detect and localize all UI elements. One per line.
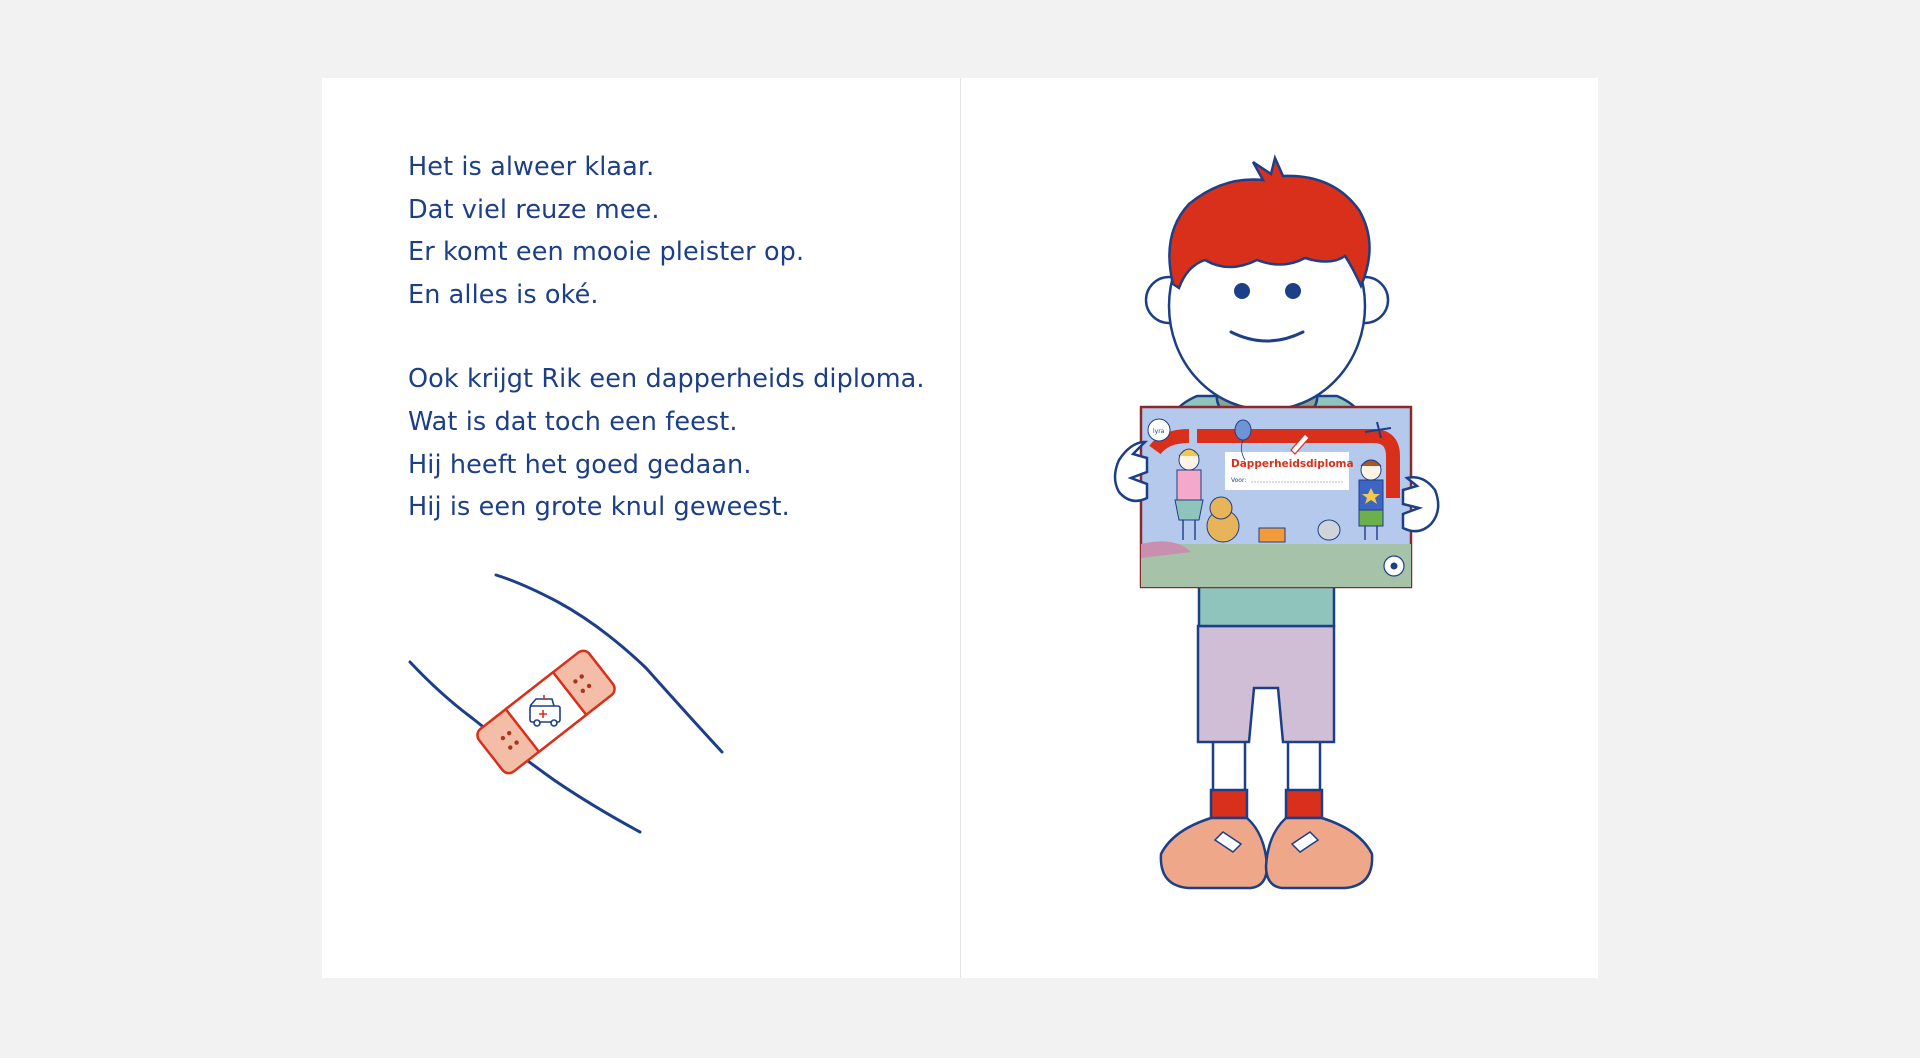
toy-train-icon bbox=[1259, 528, 1285, 542]
cat-figure bbox=[1318, 520, 1340, 540]
right-eye bbox=[1285, 283, 1301, 299]
poem-line: Dat viel reuze mee. bbox=[408, 194, 660, 225]
left-shoe bbox=[1161, 818, 1267, 888]
diploma-certificate bbox=[1141, 407, 1411, 587]
diploma-title: Dapperheidsdiploma bbox=[1231, 458, 1354, 470]
head bbox=[1146, 158, 1388, 410]
diploma-name-label: Voor: bbox=[1231, 477, 1247, 484]
boy-rik-illustration bbox=[961, 78, 1598, 978]
poem-line: Er komt een mooie pleister op. bbox=[408, 237, 805, 268]
poem-line: En alles is oké. bbox=[408, 279, 599, 310]
arm-with-plaster-illustration bbox=[322, 78, 960, 978]
poem-line: Hij is een grote knul geweest. bbox=[408, 492, 790, 523]
shorts bbox=[1198, 626, 1334, 742]
lyra-logo-text: lyra bbox=[1153, 428, 1165, 435]
right-page bbox=[961, 78, 1598, 978]
left-eye bbox=[1234, 283, 1250, 299]
picture-book-spread bbox=[322, 78, 1598, 978]
poem-line: Wat is dat toch een feest. bbox=[408, 406, 738, 437]
poem-line: Hij heeft het goed gedaan. bbox=[408, 449, 752, 480]
poem-line: Het is alweer klaar. bbox=[408, 152, 655, 182]
balloon-icon bbox=[1235, 420, 1251, 440]
legs bbox=[1161, 740, 1372, 888]
poem-line: Ook krijgt Rik een dapperheids diploma. bbox=[408, 364, 925, 395]
right-shoe bbox=[1266, 818, 1372, 888]
plaster-icon bbox=[474, 648, 618, 777]
left-page bbox=[322, 78, 960, 978]
